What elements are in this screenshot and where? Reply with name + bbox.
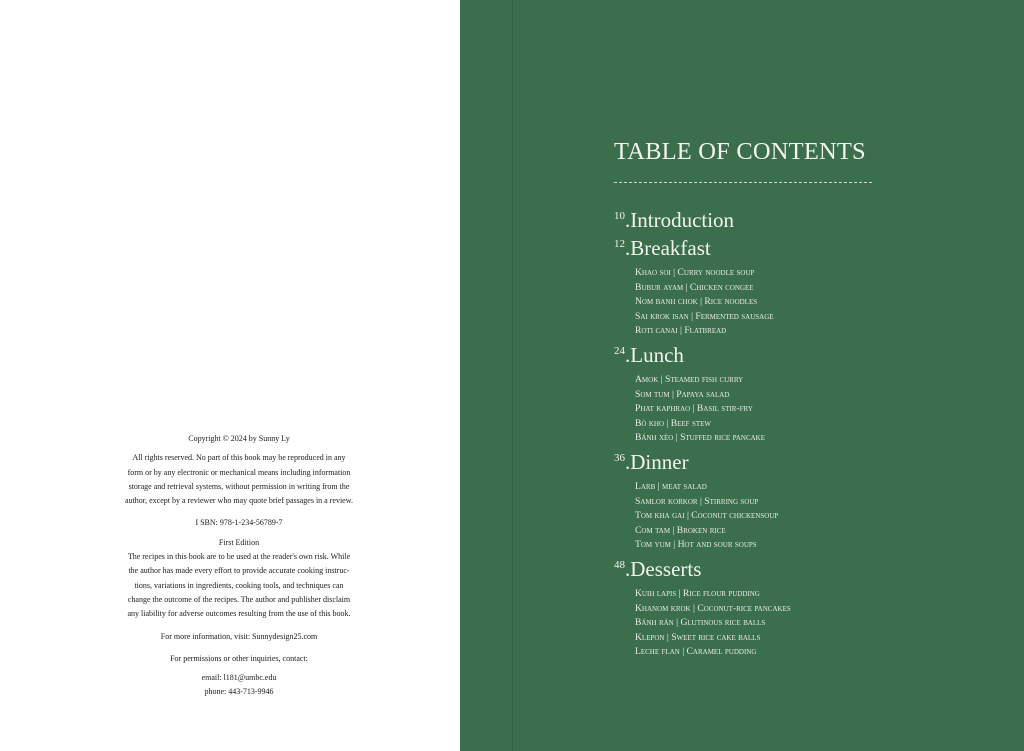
page-fold-line <box>512 0 513 751</box>
section-heading: 48 . Desserts <box>614 556 702 581</box>
disclaimer-line-4: change the outcome of the recipes. The author and publisher disclaim <box>127 594 351 604</box>
permissions-line: For permissions or other inquiries, contact: <box>170 653 308 663</box>
recipe-item: Kuih lapis | Rice flour pudding <box>635 587 760 599</box>
isbn-line: I SBN: 978-1-234-56789-7 <box>195 518 283 528</box>
section-page-number: 48 <box>614 558 625 571</box>
phone-line: phone: 443-713-9946 <box>204 687 274 697</box>
rights-line-3: storage and retrieval systems, without permission in writing from the <box>128 481 350 491</box>
recipe-item: Amok | Steamed fish curry <box>635 373 744 385</box>
recipe-item: Tom yum | Hot and sour soups <box>635 539 757 551</box>
recipe-item: Bubur ayam | Chicken congee <box>635 281 754 293</box>
copyright-block <box>104 432 374 700</box>
section-heading: 24 . Lunch <box>614 342 684 367</box>
recipe-item: Leche flan | Caramel pudding <box>635 646 757 658</box>
recipe-item: Som tum | Papaya salad <box>635 388 730 400</box>
recipe-list <box>635 373 994 446</box>
edition-line: First Edition <box>218 537 260 547</box>
rights-line-2: form or by any electronic or mechanical means including information <box>127 467 351 477</box>
recipe-item: Bò kho | Beef stew <box>635 417 712 429</box>
disclaimer-line-2: the author has made every effort to provide accurate cooking instruc- <box>128 566 350 576</box>
section-page-number: 12 <box>614 238 625 250</box>
recipe-item: Bánh xèo | Stuffed rice pancake <box>635 432 766 444</box>
toc-title: TABLE OF CONTENTS <box>614 138 866 165</box>
recipe-item: Larb | meat salad <box>635 480 707 492</box>
disclaimer-line-1: The recipes in this book are to be used at the reader's own risk. While <box>127 552 351 562</box>
recipe-item: Khao soi | Curry noodle soup <box>635 267 755 278</box>
left-page <box>0 0 460 751</box>
more-info-line: For more information, visit: Sunnydesign25.com <box>160 631 318 641</box>
recipe-list <box>635 587 994 660</box>
right-page <box>460 0 1024 751</box>
section-title: Dinner <box>630 449 689 474</box>
recipe-list <box>635 266 994 339</box>
toc-list <box>614 208 994 664</box>
recipe-item: Sai krok isan | Fermented sausage <box>635 310 774 322</box>
toc-section-lunch <box>614 343 994 446</box>
toc-dashed-rule <box>614 182 872 183</box>
recipe-list <box>635 480 994 553</box>
section-heading: 10 . Introduction <box>614 208 735 232</box>
recipe-item: Phat kaphrao | Basil stir-fry <box>635 403 753 415</box>
toc-section-introduction <box>614 208 994 236</box>
copyright-line: Copyright © 2024 by Sunny Ly <box>188 434 290 443</box>
disclaimer-line-3: tions, variations in ingredients, cooking tools, and techniques can <box>134 580 344 590</box>
section-title: Desserts <box>630 556 702 581</box>
section-page-number: 36 <box>614 451 625 464</box>
email-line: email: l181@umbc.edu <box>201 673 277 683</box>
section-page-number: 24 <box>614 344 625 357</box>
rights-line-1: All rights reserved. No part of this book may be reproduced in any <box>132 453 346 463</box>
section-heading: 12 . Breakfast <box>614 236 711 260</box>
toc-section-breakfast <box>614 236 994 339</box>
recipe-item: Bánh rán | Glutinous rice balls <box>635 617 766 629</box>
toc-section-desserts <box>614 557 994 660</box>
toc-section-dinner <box>614 450 994 553</box>
section-title: Breakfast <box>630 236 711 260</box>
recipe-item: Nom banh chok | Rice noodles <box>635 296 758 308</box>
recipe-item: Khanom krok | Coconut-rice pancakes <box>635 602 791 614</box>
disclaimer-line-5: any liability for adverse outcomes resulting from the use of this book. <box>127 609 351 619</box>
recipe-item: Roti canai | Flatbread <box>635 325 727 337</box>
section-page-number: 10 <box>614 210 625 222</box>
section-title: Introduction <box>630 208 735 232</box>
recipe-item: Com tam | Broken rice <box>635 524 726 536</box>
section-heading: 36 . Dinner <box>614 449 689 474</box>
section-title: Lunch <box>630 342 684 367</box>
recipe-item: Tom kha gai | Coconut chickensoup <box>635 510 779 522</box>
recipe-item: Klepon | Sweet rice cake balls <box>635 631 761 643</box>
recipe-item: Samlor korkor | Stirring soup <box>635 495 759 507</box>
rights-line-4: author, except by a reviewer who may quote brief passages in a review. <box>125 496 353 506</box>
